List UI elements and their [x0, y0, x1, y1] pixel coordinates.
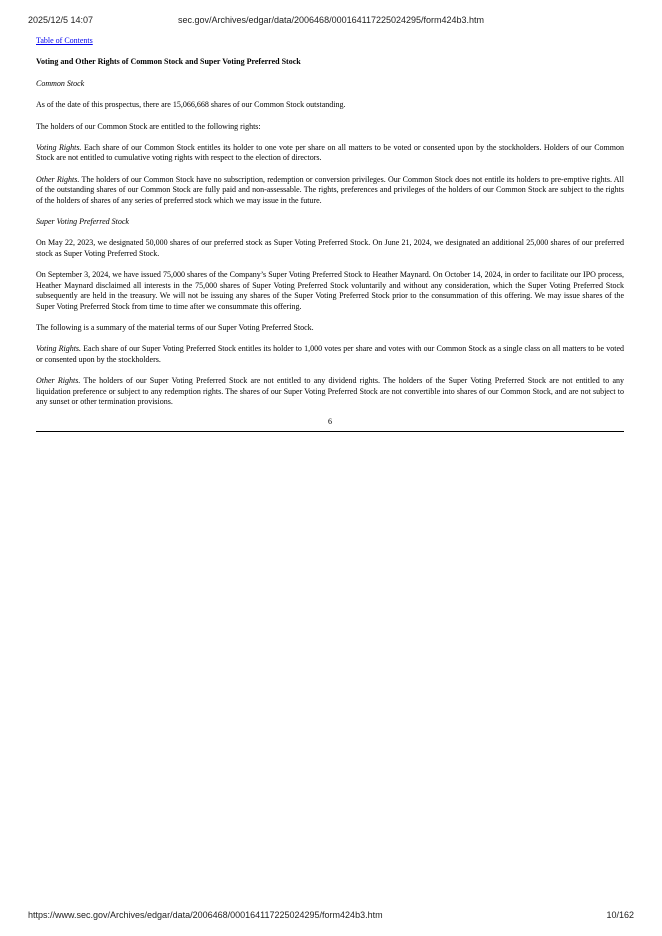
common-other-rights-lead: Other Rights.	[36, 174, 80, 184]
print-header	[28, 15, 634, 27]
page-divider	[36, 431, 624, 432]
summary-paragraph: The following is a summary of the material terms of our Super Voting Preferred Stock.	[36, 322, 314, 332]
holders-rights-paragraph: The holders of our Common Stock are entitled to the following rights:	[36, 121, 261, 131]
preferred-other-rights-lead: Other Rights.	[36, 376, 81, 386]
issuance-paragraph: On September 3, 2024, we have issued 75,000 shares of the Company’s Super Voting Preferred Stock to Heather Maynard. On October 14, 2024, in order to facilitate our IPO process, Heather Maynard disclaimed all interests in the 75,000 shares of Super Voting Preferred Stock voluntarily and without any consideration, which the Super Voting Preferred Stock subsequently are held in the treasury. We will not be issuing any shares of the Super Voting Preferred Stock prior to the consummation of this offering. We may issue shares of the Super Voting Preferred Stock from time to time after we consummate this offering.	[36, 270, 624, 311]
preferred-other-rights-text: The holders of our Super Voting Preferred Stock are not entitled to any dividend rights. The holders of the Super Voting Preferred Stock are not entitled to any liquidation preference or subject to any redemption rights. The shares of our Super Voting Preferred Stock are not convertible into shares of our Common Stock, and are not subject to any sunset or other termination provisions.	[36, 376, 625, 406]
common-other-rights-paragraph	[36, 175, 624, 206]
common-other-rights-text: The holders of our Common Stock have no subscription, redemption or conversion privileges. Our Common Stock does not entitle its holders to pre-emptive rights. All of the outstanding shares of our Common Stock are fully paid and non-assessable. The rights, preferences and privileges of the holders of our Common Stock are subject to the rights of the holders of shares of any series of preferred stock which we may issue in the future.	[36, 174, 624, 205]
preferred-other-rights-paragraph	[36, 376, 624, 407]
print-datetime: 2025/12/5 14:07	[28, 15, 94, 25]
outstanding-shares-paragraph: As of the date of this prospectus, there are 15,066,668 shares of our Common Stock outstanding.	[36, 100, 346, 110]
preferred-voting-rights-paragraph	[36, 344, 624, 365]
common-voting-rights-lead: Voting Rights.	[36, 143, 82, 153]
common-voting-rights-text: Each share of our Common Stock entitles its holder to one vote per share on all matters to be voted or consented upon by the stockholders. Holders of our Common Stock are not entitled to cumulative voting rights with respect to the election of directors.	[36, 143, 624, 163]
common-voting-rights-paragraph	[36, 143, 624, 164]
document-page	[36, 36, 624, 432]
print-url: https://www.sec.gov/Archives/edgar/data/2006468/000164117225024295/form424b3.htm	[28, 910, 383, 920]
preferred-voting-rights-lead: Voting Rights.	[36, 344, 82, 354]
table-of-contents-link[interactable]: Table of Contents	[36, 36, 93, 45]
section-title: Voting and Other Rights of Common Stock and Super Voting Preferred Stock	[36, 57, 301, 67]
designation-paragraph: On May 22, 2023, we designated 50,000 shares of our preferred stock as Super Voting Preferred Stock. On June 21, 2024, we designated an additional 25,000 shares of our preferred stock as Super Voting Preferred Stock.	[36, 238, 624, 258]
print-page-count: 10/162	[606, 910, 634, 920]
common-stock-heading: Common Stock	[36, 78, 85, 88]
super-voting-preferred-heading: Super Voting Preferred Stock	[36, 217, 129, 227]
preferred-voting-rights-text: Each share of our Super Voting Preferred Stock entitles its holder to 1,000 votes per share and votes with our Common Stock as a single class on all matters to be voted or consented upon by the stockholders.	[36, 344, 625, 364]
print-footer	[28, 910, 634, 922]
print-page-title: sec.gov/Archives/edgar/data/2006468/000164117225024295/form424b3.htm	[177, 15, 485, 25]
page-number: 6	[328, 417, 332, 427]
